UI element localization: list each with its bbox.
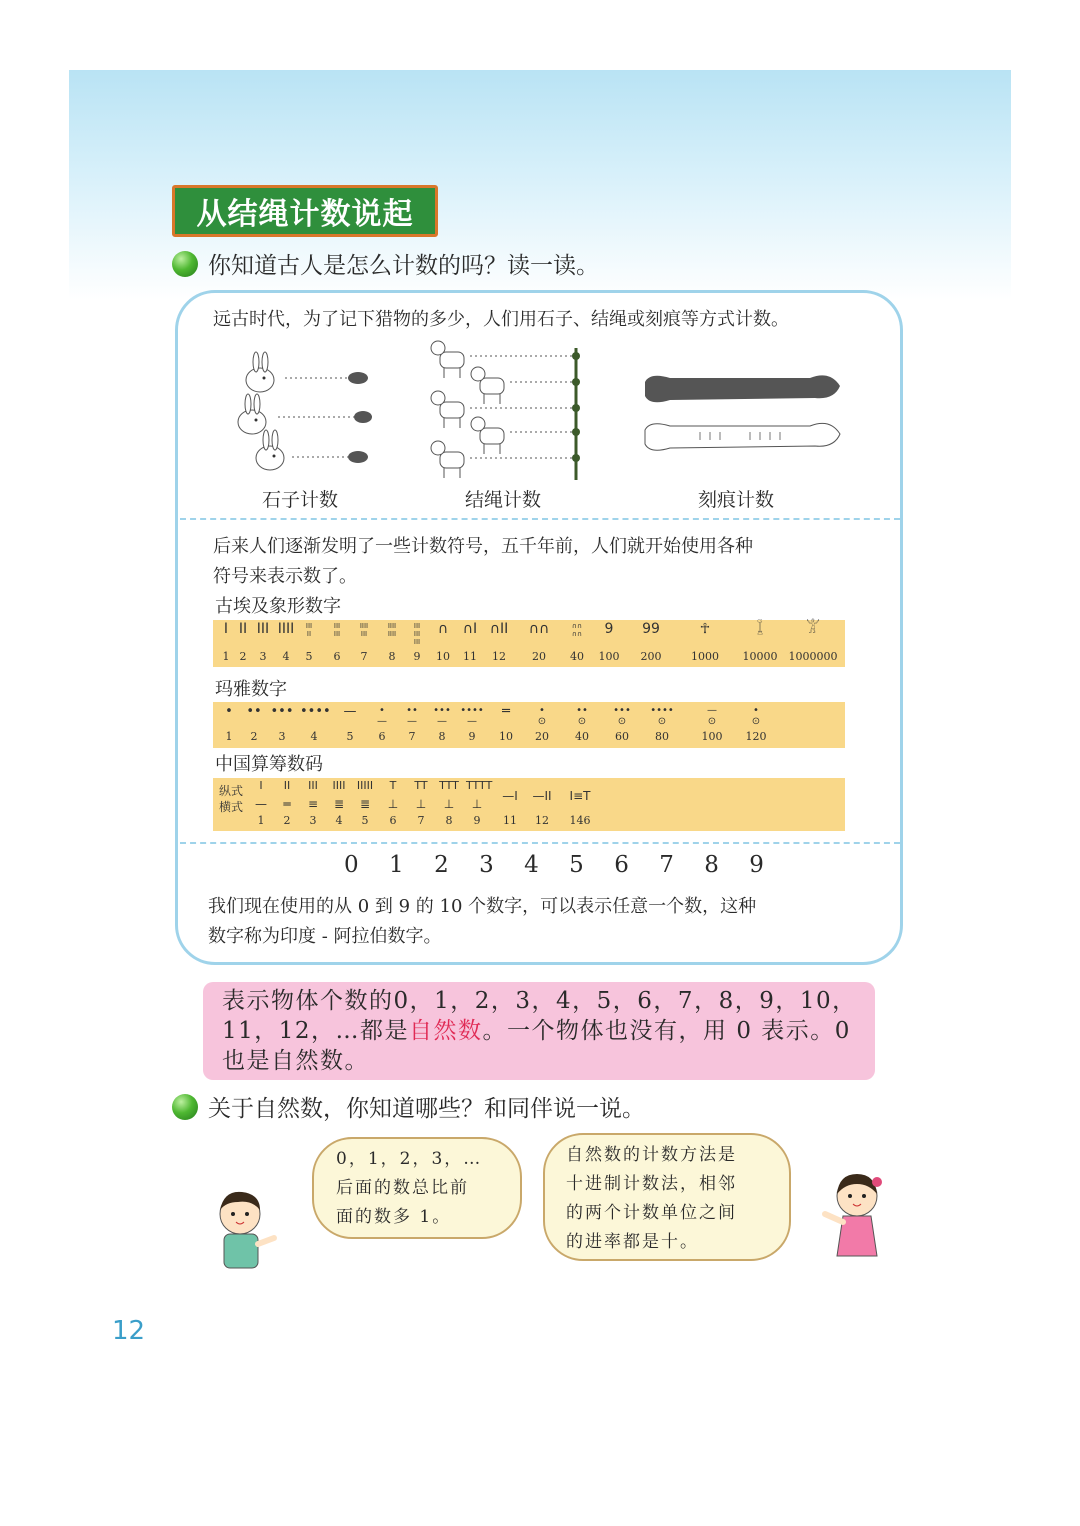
maya-symbol: • ⊙	[537, 705, 547, 727]
maya-label: 玛雅数字	[215, 679, 287, 700]
rod-extra-symbol: —I	[502, 789, 518, 803]
bubble-left-line: 0，1，2，3，…	[336, 1149, 483, 1169]
rod-horizontal-symbol: ≡	[307, 797, 319, 811]
rod-horizontal-symbol: —	[255, 797, 267, 811]
arabic-text-1: 我们现在使用的从 0 到 9 的 10 个数字，可以表示任意一个数，这种	[208, 896, 757, 917]
egypt-number: 100	[598, 650, 620, 663]
maya-number: 5	[346, 730, 354, 743]
green-bullet-icon	[172, 1094, 198, 1120]
rod-number: 6	[389, 814, 397, 827]
rod-vertical-symbol: III	[308, 779, 318, 792]
maya-number: 120	[745, 730, 767, 743]
rod-vertical-symbol: IIIII	[356, 779, 374, 792]
rod-number: 1	[257, 814, 265, 827]
rod-extra-number: 146	[569, 814, 591, 827]
arabic-text-2: 数字称为印度 - 阿拉伯数字。	[208, 926, 442, 947]
goat-icon	[431, 341, 504, 478]
bone-icon	[645, 375, 840, 450]
egypt-symbol: III II	[305, 622, 313, 638]
rod-vertical-symbol: TTTT	[466, 779, 493, 792]
egypt-symbol: ∩II	[489, 621, 509, 637]
bubble-right-line: 十进制计数法，相邻	[566, 1174, 737, 1194]
arabic-digit: 5	[569, 852, 584, 878]
maya-number: 3	[278, 730, 286, 743]
question-2: 关于自然数，你知道哪些？和同伴说一说。	[172, 1090, 645, 1123]
caption-knot: 结绳计数	[465, 489, 542, 511]
egypt-number: 1000000	[788, 650, 838, 663]
egypt-number: 40	[570, 650, 584, 663]
maya-number: 7	[408, 730, 416, 743]
egypt-number: 9	[413, 650, 421, 663]
rope-icon	[572, 348, 580, 480]
rod-vertical-symbol: IIII	[332, 779, 346, 792]
rod-horizontal-symbol: ═	[283, 797, 291, 811]
maya-number: 4	[310, 730, 318, 743]
rod-number: 9	[473, 814, 481, 827]
egypt-symbol: 9	[604, 621, 614, 637]
egypt-symbol: ∩I	[462, 621, 478, 637]
maya-symbol: •• ⊙	[576, 705, 588, 727]
maya-symbol: • —	[377, 705, 387, 727]
egypt-symbol: 𓀠	[806, 621, 820, 637]
arabic-digit: 1	[389, 852, 404, 878]
maya-number: 6	[378, 730, 386, 743]
egypt-symbol: III III	[333, 622, 341, 638]
egypt-number: 6	[333, 650, 341, 663]
maya-symbol: ••• —	[433, 705, 451, 727]
maya-symbol: —	[343, 704, 357, 719]
maya-symbol: •• —	[406, 705, 418, 727]
maya-number: 10	[499, 730, 513, 743]
divider	[180, 518, 900, 520]
rod-vertical-symbol: I	[259, 779, 263, 792]
maya-symbol: ••	[246, 704, 262, 719]
rod-horizontal-symbol: ⊥	[443, 797, 455, 811]
maya-number: 1	[225, 730, 233, 743]
egypt-number: 200	[640, 650, 662, 663]
egypt-symbol: III III III	[413, 622, 421, 646]
egypt-symbol: ∩∩ ∩∩	[571, 622, 583, 638]
horizontal-label: 横式	[219, 800, 244, 814]
egypt-label: 古埃及象形数字	[215, 596, 341, 617]
rod-number: 2	[283, 814, 291, 827]
arabic-digits	[344, 852, 764, 878]
caption-stone: 石子计数	[262, 489, 339, 511]
rod-number: 3	[309, 814, 317, 827]
rod-horizontal-symbol: ⊥	[471, 797, 483, 811]
vertical-label: 纵式	[219, 784, 244, 798]
egypt-symbol: ☥	[699, 621, 711, 637]
rods-label: 中国算筹数码	[215, 754, 323, 775]
arabic-digit: 0	[344, 852, 359, 878]
rod-horizontal-symbol: ⊥	[387, 797, 399, 811]
rod-extra-number: 11	[503, 814, 517, 827]
egypt-number: 11	[463, 650, 477, 663]
bubble-left-line: 后面的数总比前	[336, 1178, 469, 1198]
maya-symbol: ••••	[300, 704, 331, 719]
maya-number: 9	[468, 730, 476, 743]
caption-carving: 刻痕计数	[698, 489, 775, 511]
egypt-symbol: IIII IIII	[387, 622, 397, 638]
egypt-symbol: 𓆼	[756, 621, 764, 637]
egypt-symbol: IIII III	[359, 622, 369, 638]
egypt-symbol: IIII	[277, 621, 295, 637]
stone-icon	[348, 372, 372, 463]
arabic-digit: 2	[434, 852, 449, 878]
maya-number: 8	[438, 730, 446, 743]
maya-symbol: — ⊙	[707, 705, 717, 727]
maya-symbol: •	[225, 704, 233, 719]
egypt-number: 12	[492, 650, 506, 663]
rod-vertical-symbol: II	[283, 779, 291, 792]
arabic-digit: 8	[704, 852, 719, 878]
question-1: 你知道古人是怎么计数的吗？读一读。	[172, 247, 599, 280]
counting-illustrations	[230, 340, 850, 490]
egypt-number: 10000	[742, 650, 778, 663]
rod-vertical-symbol: T	[389, 779, 397, 792]
arabic-digit: 7	[659, 852, 674, 878]
egypt-number: 1	[222, 650, 230, 663]
maya-number: 60	[615, 730, 629, 743]
natural-number-term: 自然数	[409, 1018, 483, 1044]
rod-extra-symbol: —II	[532, 789, 552, 803]
egypt-symbol: ∩	[437, 621, 449, 637]
egypt-number: 1000	[691, 650, 719, 663]
bubble-left-line: 面的数多 1。	[336, 1207, 452, 1227]
arabic-digit: 3	[479, 852, 494, 878]
divider	[180, 842, 900, 844]
egypt-number: 7	[360, 650, 368, 663]
page-number: 12	[112, 1316, 146, 1346]
rabbit-icon	[238, 352, 284, 470]
later-text-1: 后来人们逐渐发明了一些计数符号，五千年前，人们就开始使用各种	[213, 536, 753, 557]
egypt-number: 8	[388, 650, 396, 663]
rod-extra-number: 12	[535, 814, 549, 827]
rod-number: 5	[361, 814, 369, 827]
egypt-number: 5	[305, 650, 313, 663]
egypt-number: 2	[239, 650, 247, 663]
egypt-number: 3	[259, 650, 267, 663]
maya-number: 80	[655, 730, 669, 743]
boy-icon	[208, 1190, 288, 1280]
rod-number: 7	[417, 814, 425, 827]
green-bullet-icon	[172, 251, 198, 277]
girl-icon	[815, 1170, 895, 1270]
egypt-symbol: 99	[642, 621, 660, 637]
maya-symbol: •••• —	[460, 705, 484, 727]
rod-vertical-symbol: TT	[414, 779, 428, 792]
maya-number: 2	[250, 730, 258, 743]
egypt-symbol: I	[223, 621, 229, 637]
egypt-symbol: III	[256, 621, 270, 637]
rod-number: 8	[445, 814, 453, 827]
egypt-symbol: ∩∩	[528, 621, 550, 637]
arabic-digit: 6	[614, 852, 629, 878]
maya-number: 40	[575, 730, 589, 743]
arabic-digit: 9	[749, 852, 764, 878]
egypt-number: 20	[532, 650, 546, 663]
bubble-right-line: 自然数的计数方法是	[566, 1145, 737, 1165]
maya-number: 20	[535, 730, 549, 743]
definition-text: 表示物体个数的0，1，2，3，4，5，6，7，8，9，10，11，12，…都是自然数。一个物体也没有，用 0 表示。0 也是自然数。	[222, 988, 857, 1074]
rod-horizontal-symbol: ≣	[333, 797, 345, 811]
rod-number: 4	[335, 814, 343, 827]
later-text-2: 符号来表示数了。	[213, 566, 357, 587]
egypt-symbol: II	[238, 621, 248, 637]
bubble-right-line: 的两个计数单位之间	[566, 1203, 737, 1223]
maya-symbol: • ⊙	[751, 705, 761, 727]
maya-symbol: •••	[270, 704, 294, 719]
egypt-number: 10	[436, 650, 450, 663]
bubble-right-line: 的进率都是十。	[566, 1232, 699, 1252]
section-title: 从结绳计数说起	[172, 185, 438, 237]
maya-number: 100	[701, 730, 723, 743]
intro-text: 远古时代，为了记下猎物的多少，人们用石子、结绳或刻痕等方式计数。	[213, 309, 789, 330]
maya-symbol: ═	[502, 704, 510, 719]
rod-horizontal-symbol: ⊥	[415, 797, 427, 811]
maya-symbol: •••• ⊙	[650, 705, 674, 727]
egypt-number: 4	[282, 650, 290, 663]
rod-vertical-symbol: TTT	[439, 779, 459, 792]
rod-horizontal-symbol: ≣	[359, 797, 371, 811]
arabic-digit: 4	[524, 852, 539, 878]
rod-extra-symbol: I≡T	[569, 789, 591, 803]
maya-symbol: ••• ⊙	[613, 705, 631, 727]
